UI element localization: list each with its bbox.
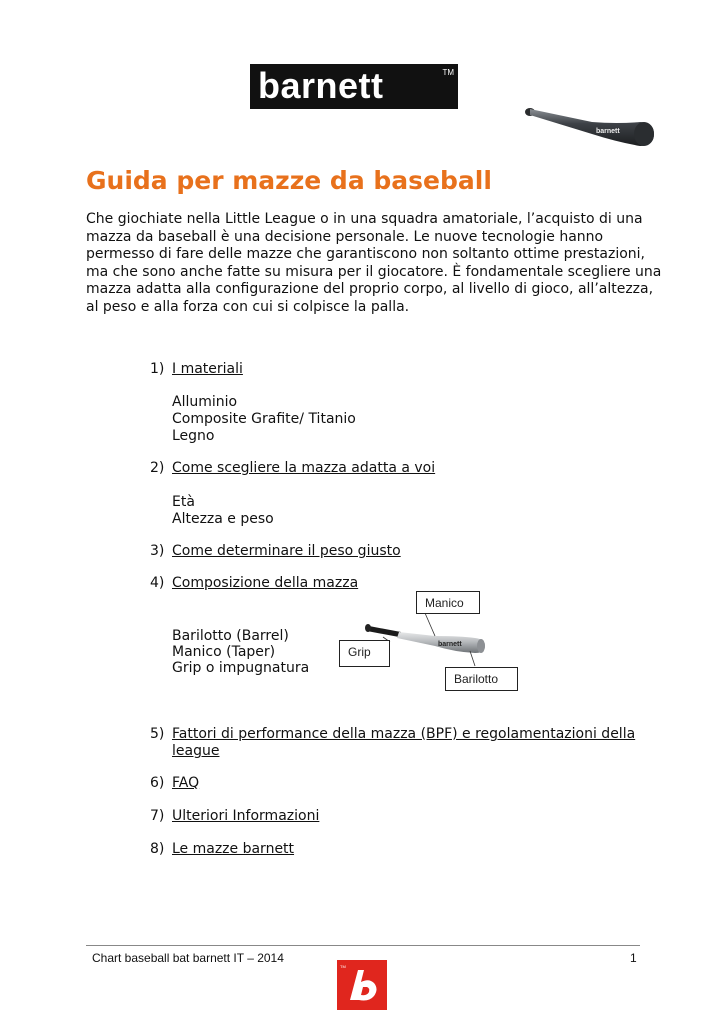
toc-number: 3) bbox=[150, 543, 165, 559]
barnett-b-logo-icon bbox=[337, 960, 387, 1010]
toc-number: 7) bbox=[150, 808, 165, 824]
toc-item-bpf-cont[interactable] bbox=[172, 743, 219, 760]
toc-item-faq[interactable] bbox=[150, 775, 199, 792]
toc-subitem: Altezza e peso bbox=[172, 511, 274, 527]
toc-number: 4) bbox=[150, 575, 165, 591]
toc-link-peso[interactable]: Come determinare il peso giusto bbox=[172, 543, 401, 559]
toc-number: 2) bbox=[150, 460, 165, 476]
toc-number: 8) bbox=[150, 841, 165, 857]
baseball-bat-image bbox=[522, 98, 662, 158]
toc-subitem: Composite Grafite/ Titanio bbox=[172, 411, 356, 427]
footer-text: Chart baseball bat barnett IT – 2014 bbox=[92, 951, 284, 965]
toc-subitem: Legno bbox=[172, 428, 215, 444]
toc-link-informazioni[interactable]: Ulteriori Informazioni bbox=[172, 808, 320, 824]
toc-number: 1) bbox=[150, 361, 165, 377]
toc-number: 5) bbox=[150, 726, 165, 742]
toc-item-composizione[interactable] bbox=[150, 575, 358, 592]
logo-wordmark: barnett bbox=[258, 65, 384, 106]
intro-line: Che giochiate nella Little League o in una squadra amatoriale, l’acquisto di una bbox=[86, 211, 643, 227]
toc-number: 6) bbox=[150, 775, 165, 791]
callout-grip: Grip bbox=[339, 640, 390, 667]
intro-line: mazza adatta alla configurazione del proprio corpo, al livello di gioco, all’altezza, bbox=[86, 281, 654, 298]
toc-subitem: Grip o impugnatura bbox=[172, 660, 310, 676]
intro-line: al peso e alla forza con cui si colpisce la palla. bbox=[86, 298, 410, 315]
toc-item-materiali[interactable] bbox=[150, 361, 243, 378]
footer-divider bbox=[86, 945, 640, 946]
intro-paragraph bbox=[86, 211, 662, 317]
page-number: 1 bbox=[630, 951, 637, 965]
bat-brand-label: barnett bbox=[596, 128, 620, 135]
toc-subitem: Età bbox=[172, 494, 195, 510]
bat-grip-shape bbox=[367, 626, 401, 637]
toc-subitem: Barilotto (Barrel) bbox=[172, 628, 289, 644]
toc-link-faq[interactable]: FAQ bbox=[172, 775, 200, 791]
toc-item-mazze-barnett[interactable] bbox=[150, 841, 294, 858]
footer-logo-tm: TM bbox=[340, 964, 346, 969]
page-title: Guida per mazze da baseball bbox=[86, 166, 492, 195]
toc-item-informazioni[interactable] bbox=[150, 808, 319, 825]
toc-subitem: Manico (Taper) bbox=[172, 644, 276, 660]
callout-barilotto: Barilotto bbox=[445, 667, 518, 691]
toc-item-bpf[interactable] bbox=[150, 726, 635, 743]
intro-line: ma che sono anche fatte su misura per il giocatore. È fondamentale scegliere una bbox=[86, 263, 662, 280]
barnett-logo bbox=[250, 64, 458, 109]
toc-link-materiali[interactable]: I materiali bbox=[172, 361, 243, 377]
toc-link-mazze-barnett[interactable]: Le mazze barnett bbox=[172, 841, 295, 857]
callout-manico: Manico bbox=[416, 591, 480, 614]
toc-link-bpf[interactable]: Fattori di performance della mazza (BPF) e regolamentazioni della bbox=[172, 726, 636, 742]
toc-link-bpf-cont[interactable]: league bbox=[172, 743, 220, 759]
intro-line: permesso di fare delle mazze che garantiscono non soltanto ottime prestazioni, bbox=[86, 246, 645, 263]
intro-line: mazza da baseball è una decisione personale. Le nuove tecnologie hanno bbox=[86, 228, 604, 245]
toc-item-scegliere[interactable] bbox=[150, 460, 435, 477]
logo-trademark: TM bbox=[442, 68, 454, 77]
toc-subitem: Alluminio bbox=[172, 394, 238, 410]
toc-link-composizione[interactable]: Composizione della mazza bbox=[172, 575, 359, 591]
toc-link-scegliere[interactable]: Come scegliere la mazza adatta a voi bbox=[172, 460, 436, 476]
toc-item-peso[interactable] bbox=[150, 543, 401, 560]
bat-brand-label: barnett bbox=[438, 641, 462, 648]
